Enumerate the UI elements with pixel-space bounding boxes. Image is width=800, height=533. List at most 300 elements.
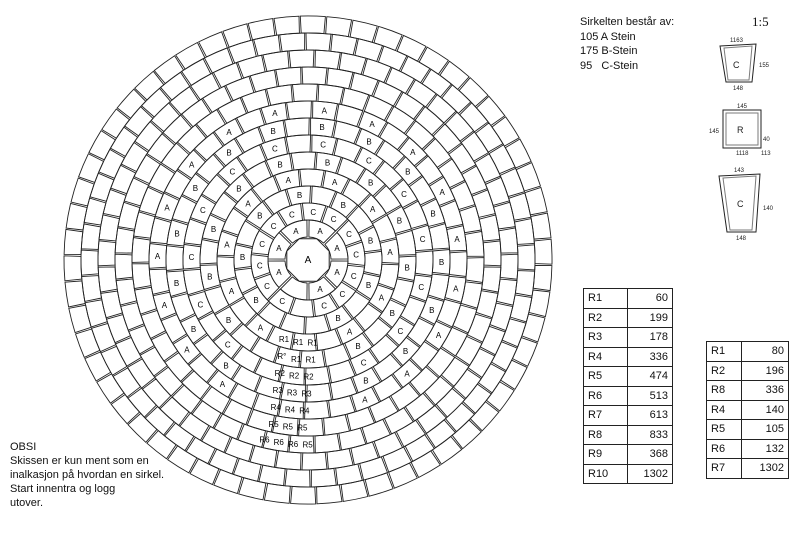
stone-label: A xyxy=(226,127,232,137)
paving-stone xyxy=(518,245,536,270)
stone-label: B xyxy=(257,211,263,221)
note-text xyxy=(10,440,164,510)
stone-label: A xyxy=(387,247,393,257)
stone-detail-label: C xyxy=(737,199,744,209)
paving-stone xyxy=(90,173,114,201)
paving-stone xyxy=(107,315,131,343)
table-row xyxy=(584,328,673,348)
paving-stone xyxy=(166,246,184,271)
paving-stone xyxy=(410,367,439,396)
paving-stone xyxy=(360,457,388,480)
stone-label: B xyxy=(405,167,411,177)
stone-label: C xyxy=(366,156,372,166)
paving-stone xyxy=(502,319,526,347)
stone-circle xyxy=(64,16,552,504)
paving-stone xyxy=(510,295,532,322)
dim-text: 1163 xyxy=(730,38,743,44)
paving-stone xyxy=(82,276,102,302)
stone-label: B xyxy=(365,281,372,291)
note-line: Skissen er kun ment som en xyxy=(10,455,149,467)
paving-stone xyxy=(363,59,391,83)
stone-label: A xyxy=(154,252,161,262)
paving-stone xyxy=(189,354,218,382)
paving-stone xyxy=(529,290,550,317)
note-line: inalkasjon på hvordan en sirkel. xyxy=(10,469,165,481)
paving-stone xyxy=(214,470,242,494)
stone-label: A xyxy=(346,327,353,337)
table-row xyxy=(584,347,673,367)
stone-label: C xyxy=(289,210,295,220)
paving-stone xyxy=(276,67,301,86)
stone-label: A xyxy=(224,240,230,250)
stone-label: B xyxy=(223,361,229,371)
stone-detail-c-large xyxy=(719,168,774,242)
dim-text: 40 xyxy=(763,137,770,143)
stone-summary xyxy=(580,15,674,73)
paving-stone xyxy=(290,298,314,317)
ring-cell: R7 xyxy=(707,459,742,479)
dim-text: 148 xyxy=(736,236,747,242)
paving-stone xyxy=(306,33,331,51)
paving-stone xyxy=(92,323,116,351)
note-line: utover. xyxy=(10,497,44,509)
ring-cell: R2 xyxy=(584,308,628,328)
paving-stone xyxy=(285,118,310,137)
stone-label: B xyxy=(226,148,232,158)
dim-text: 148 xyxy=(733,86,744,92)
paving-stone xyxy=(522,314,545,342)
paving-stone xyxy=(339,53,366,75)
paving-stone xyxy=(428,274,449,300)
paving-stone xyxy=(516,163,540,191)
paving-stone xyxy=(236,221,260,247)
paving-stone xyxy=(415,251,433,276)
stone-label: B xyxy=(296,191,303,200)
stone-label: B xyxy=(239,253,246,262)
note-line: OBSI xyxy=(10,441,37,453)
paving-stone xyxy=(350,20,377,42)
summary-title: Sirkelten består av: xyxy=(580,16,675,28)
paving-stone xyxy=(84,198,106,225)
stone-label: C xyxy=(401,190,407,199)
paving-stone xyxy=(151,103,180,132)
paving-stone xyxy=(355,304,382,331)
stone-label: A xyxy=(228,286,235,296)
stone-label: A xyxy=(439,187,445,197)
summary-a-count: 105 A Stein xyxy=(580,30,636,43)
ring-row-label: R5 xyxy=(268,419,279,429)
paving-stone xyxy=(515,271,534,297)
paving-stone xyxy=(449,252,467,277)
stone-label: B xyxy=(389,308,395,318)
paving-stone xyxy=(460,103,488,132)
stone-label: C xyxy=(270,221,277,231)
ring-count-table-1 xyxy=(583,288,673,484)
paving-stone xyxy=(64,256,82,281)
stone-label: C xyxy=(419,234,426,244)
center-stone-label: A xyxy=(304,255,312,266)
stone-label: B xyxy=(192,184,199,194)
paving-stone xyxy=(433,124,461,153)
paving-stone xyxy=(446,403,475,432)
count-cell: 1302 xyxy=(742,459,789,479)
ring-row-label: R4 xyxy=(299,406,310,416)
paving-stone xyxy=(306,315,330,334)
note-line: Start innentra og logg xyxy=(10,483,116,495)
ring-row-label: R° xyxy=(277,352,287,361)
paving-stone xyxy=(135,287,157,314)
stone-label: A xyxy=(293,226,299,236)
paving-stone xyxy=(155,367,183,396)
paving-stone xyxy=(531,213,551,239)
table-row xyxy=(584,308,673,328)
stone-detail-c-small xyxy=(720,38,770,92)
paving-stone xyxy=(483,241,501,266)
table-row xyxy=(584,445,673,465)
paving-stone xyxy=(470,402,499,431)
stone-label: B xyxy=(173,278,180,288)
ring-cell: R1 xyxy=(707,342,742,362)
stone-label: A xyxy=(435,331,442,340)
paving-stone xyxy=(466,258,484,283)
stone-label: C xyxy=(188,252,195,262)
stone-label: C xyxy=(353,250,360,260)
paving-stone xyxy=(372,215,396,242)
stone-label: B xyxy=(190,324,197,334)
ring-cell: R6 xyxy=(707,439,742,459)
paving-stone xyxy=(64,229,83,254)
paving-stone xyxy=(500,168,524,196)
paving-stone xyxy=(196,154,224,182)
paving-stone xyxy=(330,378,357,400)
stone-label: C xyxy=(339,290,346,300)
paving-stone xyxy=(81,250,99,275)
paving-stone xyxy=(406,121,435,149)
paving-stone xyxy=(374,26,402,50)
paving-stone xyxy=(472,190,495,218)
dim-text: 143 xyxy=(734,168,745,174)
dim-text: 145 xyxy=(737,104,748,110)
stone-label: A xyxy=(317,226,323,236)
ring-row-label: R4 xyxy=(270,403,281,412)
count-cell: 132 xyxy=(742,439,789,459)
table-row xyxy=(707,459,789,479)
ring-cell: R5 xyxy=(707,420,742,440)
ring-cell: R4 xyxy=(584,347,628,367)
table-row xyxy=(584,406,673,426)
paving-stone xyxy=(442,85,471,114)
stone-label: A xyxy=(272,109,278,119)
ring-cell: R7 xyxy=(584,406,628,426)
stone-label: A xyxy=(184,345,190,355)
stone-label: B xyxy=(210,224,217,234)
paving-stone xyxy=(172,385,201,413)
table-row xyxy=(707,342,789,362)
paving-stone xyxy=(486,177,510,205)
ring-row-label: R2 xyxy=(274,369,285,378)
stone-label: B xyxy=(270,127,276,137)
paving-stone xyxy=(142,88,171,117)
paving-stone xyxy=(280,33,305,52)
paving-stone xyxy=(217,257,236,281)
stone-label: A xyxy=(245,199,251,209)
table-row xyxy=(707,420,789,440)
paving-stone xyxy=(134,212,155,238)
stone-label: A xyxy=(378,293,385,303)
ring-row-label: R6 xyxy=(273,438,284,448)
paving-stone xyxy=(424,376,453,405)
paving-stone xyxy=(128,388,156,417)
stone-label: C xyxy=(397,326,404,336)
ring-row-label: R1 xyxy=(292,337,304,347)
paving-stone xyxy=(289,50,314,68)
paving-stone xyxy=(142,379,170,408)
stone-label: A xyxy=(219,379,226,389)
paving-stone xyxy=(71,178,94,206)
ring-row-label: R6 xyxy=(259,435,270,445)
paving-stone xyxy=(229,40,257,63)
paving-stone xyxy=(459,78,488,107)
paving-stone xyxy=(222,208,247,235)
paving-stone xyxy=(248,19,275,40)
stone-detail-r xyxy=(709,104,771,157)
paving-stone xyxy=(128,413,157,442)
table-row xyxy=(707,381,789,401)
stone-label: A xyxy=(321,106,327,116)
stone-label: A xyxy=(369,119,375,129)
stone-label: B xyxy=(225,316,232,325)
count-cell: 178 xyxy=(628,328,673,348)
ring-cell: R9 xyxy=(584,445,628,465)
stone-label: A xyxy=(370,204,376,214)
count-cell: 336 xyxy=(628,347,673,367)
paving-stone xyxy=(293,84,318,102)
ring-row-label: R1 xyxy=(290,354,302,364)
count-cell: 196 xyxy=(742,361,789,381)
paving-stone xyxy=(223,24,251,47)
stone-label: C xyxy=(360,358,367,368)
ring-cell: R2 xyxy=(707,361,742,381)
paving-stone xyxy=(160,397,189,426)
paving-stone xyxy=(311,468,336,487)
paving-stone xyxy=(302,67,327,85)
paving-stone xyxy=(98,241,116,266)
table-row xyxy=(584,464,673,484)
paving-stone xyxy=(499,228,518,253)
dim-text: 145 xyxy=(709,129,720,135)
count-cell: 140 xyxy=(742,400,789,420)
dim-text: 1118 xyxy=(736,151,749,157)
stone-label: C xyxy=(197,300,204,310)
stone-label: A xyxy=(332,178,338,187)
stone-label: B xyxy=(335,314,341,324)
stone-label: C xyxy=(264,281,270,291)
paving-stone xyxy=(445,112,473,141)
stone-label: A xyxy=(161,301,168,311)
ring-row-label: R6 xyxy=(287,439,299,449)
paving-stone xyxy=(163,115,192,144)
paving-stone xyxy=(494,202,516,229)
count-cell: 80 xyxy=(742,342,789,362)
paving-stone xyxy=(463,384,491,413)
paving-stone xyxy=(453,305,477,333)
stone-label: A xyxy=(334,268,340,278)
paving-stone xyxy=(177,125,206,154)
stone-label: A xyxy=(317,285,323,295)
count-cell: 368 xyxy=(628,445,673,465)
paving-stone xyxy=(225,437,253,461)
paving-stone xyxy=(436,388,465,417)
table-row xyxy=(707,439,789,459)
paving-stone xyxy=(150,218,171,244)
paving-stone xyxy=(287,101,312,119)
stone-label: A xyxy=(362,395,368,405)
stone-label: B xyxy=(355,342,361,351)
dim-text: 140 xyxy=(763,206,774,212)
paving-stone xyxy=(274,16,299,35)
paving-stone xyxy=(238,55,266,78)
paving-stone xyxy=(250,446,277,468)
paving-stone xyxy=(132,238,150,263)
count-cell: 1302 xyxy=(628,464,673,484)
stone-label: B xyxy=(430,209,436,219)
paving-stone xyxy=(427,95,456,124)
stone-label: C xyxy=(229,167,236,177)
paving-stone xyxy=(461,282,482,308)
stone-label: A xyxy=(285,175,291,185)
paving-stone xyxy=(285,469,310,487)
paving-stone xyxy=(415,107,444,135)
table-row xyxy=(584,289,673,309)
paving-stone xyxy=(242,89,270,112)
paving-stone xyxy=(85,300,107,327)
stone-label: B xyxy=(366,137,372,147)
ring-cell: R10 xyxy=(584,464,628,484)
ring-row-label: R5 xyxy=(302,440,313,450)
paving-stone xyxy=(341,480,368,501)
stone-label: B xyxy=(402,347,409,357)
paving-stone xyxy=(509,193,531,220)
scale-label: 1:5 xyxy=(752,14,769,29)
stone-label: C xyxy=(320,140,327,150)
count-cell: 60 xyxy=(628,289,673,309)
paving-stone xyxy=(264,483,290,503)
stone-label: B xyxy=(277,160,283,170)
ring-row-label: R1 xyxy=(278,334,290,344)
paving-stone xyxy=(291,152,316,170)
paving-stone xyxy=(250,70,277,92)
paving-stone xyxy=(476,291,498,318)
ring-row-label: R5 xyxy=(282,422,294,432)
paving-stone xyxy=(65,281,85,307)
dim-text: 155 xyxy=(759,63,770,69)
count-cell: 336 xyxy=(742,381,789,401)
paving-stone xyxy=(234,459,262,482)
paving-stone xyxy=(500,254,518,279)
ring-cell: R8 xyxy=(707,381,742,401)
stone-label: B xyxy=(324,158,331,168)
paving-stone xyxy=(115,228,134,253)
paving-stone xyxy=(336,104,363,127)
paving-stone xyxy=(525,187,547,214)
paving-stone xyxy=(132,264,151,289)
paving-stone xyxy=(365,473,393,496)
stone-label: A xyxy=(453,284,459,294)
stone-detail-label: R xyxy=(737,125,744,135)
stone-label: B xyxy=(368,178,374,188)
paving-stone xyxy=(276,451,301,470)
stone-label: B xyxy=(253,295,259,305)
stone-label: C xyxy=(200,205,206,215)
stone-label: A xyxy=(164,203,170,213)
ring-row-label: R1 xyxy=(307,338,318,348)
ring-row-label: R4 xyxy=(284,405,296,415)
ring-row-label: R5 xyxy=(297,423,308,433)
ring-row-label: R3 xyxy=(272,386,283,395)
summary-c-count: 95 C-Stein xyxy=(580,59,639,72)
stone-label: B xyxy=(429,305,435,315)
paving-stone xyxy=(145,407,174,436)
table-row xyxy=(584,425,673,445)
stone-label: B xyxy=(404,263,410,273)
stone-label: C xyxy=(279,297,286,307)
paving-stone xyxy=(182,371,211,399)
stone-label: C xyxy=(321,301,327,311)
ring-count-table-2 xyxy=(706,341,789,479)
paving-stone xyxy=(364,318,392,346)
paving-stone xyxy=(291,486,316,504)
count-cell: 199 xyxy=(628,308,673,328)
table-row xyxy=(584,367,673,387)
paving-stone xyxy=(101,291,123,318)
paving-stone xyxy=(515,219,535,245)
stone-label: A xyxy=(410,148,416,157)
paving-stone xyxy=(452,420,481,449)
table-row xyxy=(707,361,789,381)
stone-label: B xyxy=(363,376,369,386)
summary-b-count: 175 B-Stein xyxy=(580,45,638,57)
count-cell: 833 xyxy=(628,425,673,445)
paving-stone xyxy=(103,189,126,217)
ring-row-label: R3 xyxy=(301,389,312,399)
stone-label: A xyxy=(404,369,410,379)
paving-stone xyxy=(482,267,501,292)
paving-stone xyxy=(302,452,327,470)
count-cell: 613 xyxy=(628,406,673,426)
paving-stone xyxy=(66,203,87,230)
paving-stone xyxy=(118,202,140,229)
ring-cell: R6 xyxy=(584,386,628,406)
stone-label: B xyxy=(396,216,403,226)
paving-stone xyxy=(125,107,153,136)
paving-stone xyxy=(351,73,379,96)
paving-stone xyxy=(98,267,117,292)
paving-stone xyxy=(81,224,100,250)
stone-label: C xyxy=(256,261,263,271)
stone-label: C xyxy=(310,207,317,217)
paving-stone xyxy=(315,50,340,69)
ring-cell: R5 xyxy=(584,367,628,387)
ring-cell: R8 xyxy=(584,425,628,445)
table-row xyxy=(584,386,673,406)
stone-label: A xyxy=(454,235,460,245)
paving-stone xyxy=(351,442,379,465)
paving-stone xyxy=(76,329,100,357)
stone-label: C xyxy=(259,240,266,250)
paving-stone xyxy=(465,231,484,256)
paving-stone xyxy=(316,329,341,351)
paving-stone xyxy=(339,428,366,450)
